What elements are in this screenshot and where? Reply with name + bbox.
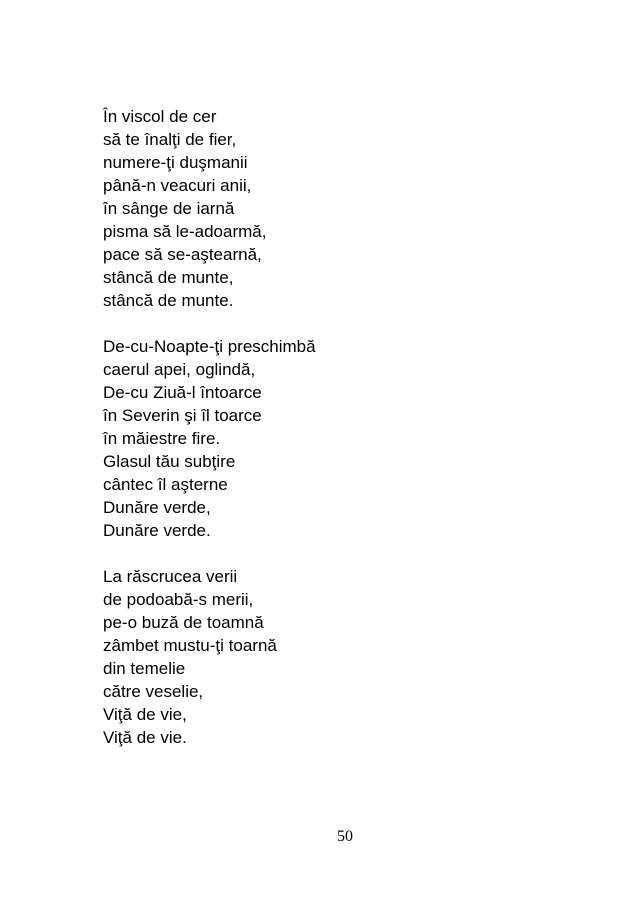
poem-line: zâmbet mustu-ţi toarnă — [103, 636, 277, 655]
poem-line: pace să se-aştearnă, — [103, 245, 262, 264]
poem-line: pisma să le-adoarmă, — [103, 222, 267, 241]
poem-line: de podoabă-s merii, — [103, 590, 254, 609]
poem-line: De-cu Ziuă-l întoarce — [103, 383, 262, 402]
poem-line: Dunăre verde, — [103, 498, 211, 517]
poem-line: Dunăre verde. — [103, 521, 211, 540]
poem-line: pe-o buză de toamnă — [103, 613, 264, 632]
poem-line: Viţă de vie. — [103, 728, 187, 747]
poem-line: să te înalţi de fier, — [103, 130, 237, 149]
poem-line: În viscol de cer — [103, 107, 217, 126]
stanza-3 — [103, 565, 523, 749]
poem-line: stâncă de munte. — [103, 291, 234, 310]
poem-line: din temelie — [103, 659, 186, 678]
poem-line: La răscrucea verii — [103, 567, 238, 586]
stanza-2 — [103, 335, 523, 542]
poem-line: Glasul tău subţire — [103, 452, 236, 471]
poem-line: stâncă de munte, — [103, 268, 234, 287]
poem-line: caerul apei, oglindă, — [103, 360, 256, 379]
stanza-1 — [103, 105, 523, 312]
poem-line: în sânge de iarnă — [103, 199, 235, 218]
poem-line: cântec îl aşterne — [103, 475, 228, 494]
poem-line: în măiestre fire. — [103, 429, 221, 448]
poem-line: numere-ţi duşmanii — [103, 153, 248, 172]
poem-line: până-n veacuri anii, — [103, 176, 252, 195]
poem-line: Viţă de vie, — [103, 705, 187, 724]
page-number: 50 — [337, 828, 353, 845]
poem-line: De-cu-Noapte-ţi preschimbă — [103, 337, 316, 356]
poem-line: către veselie, — [103, 682, 204, 701]
poem-body — [103, 105, 523, 749]
poem-line: în Severin şi îl toarce — [103, 406, 262, 425]
